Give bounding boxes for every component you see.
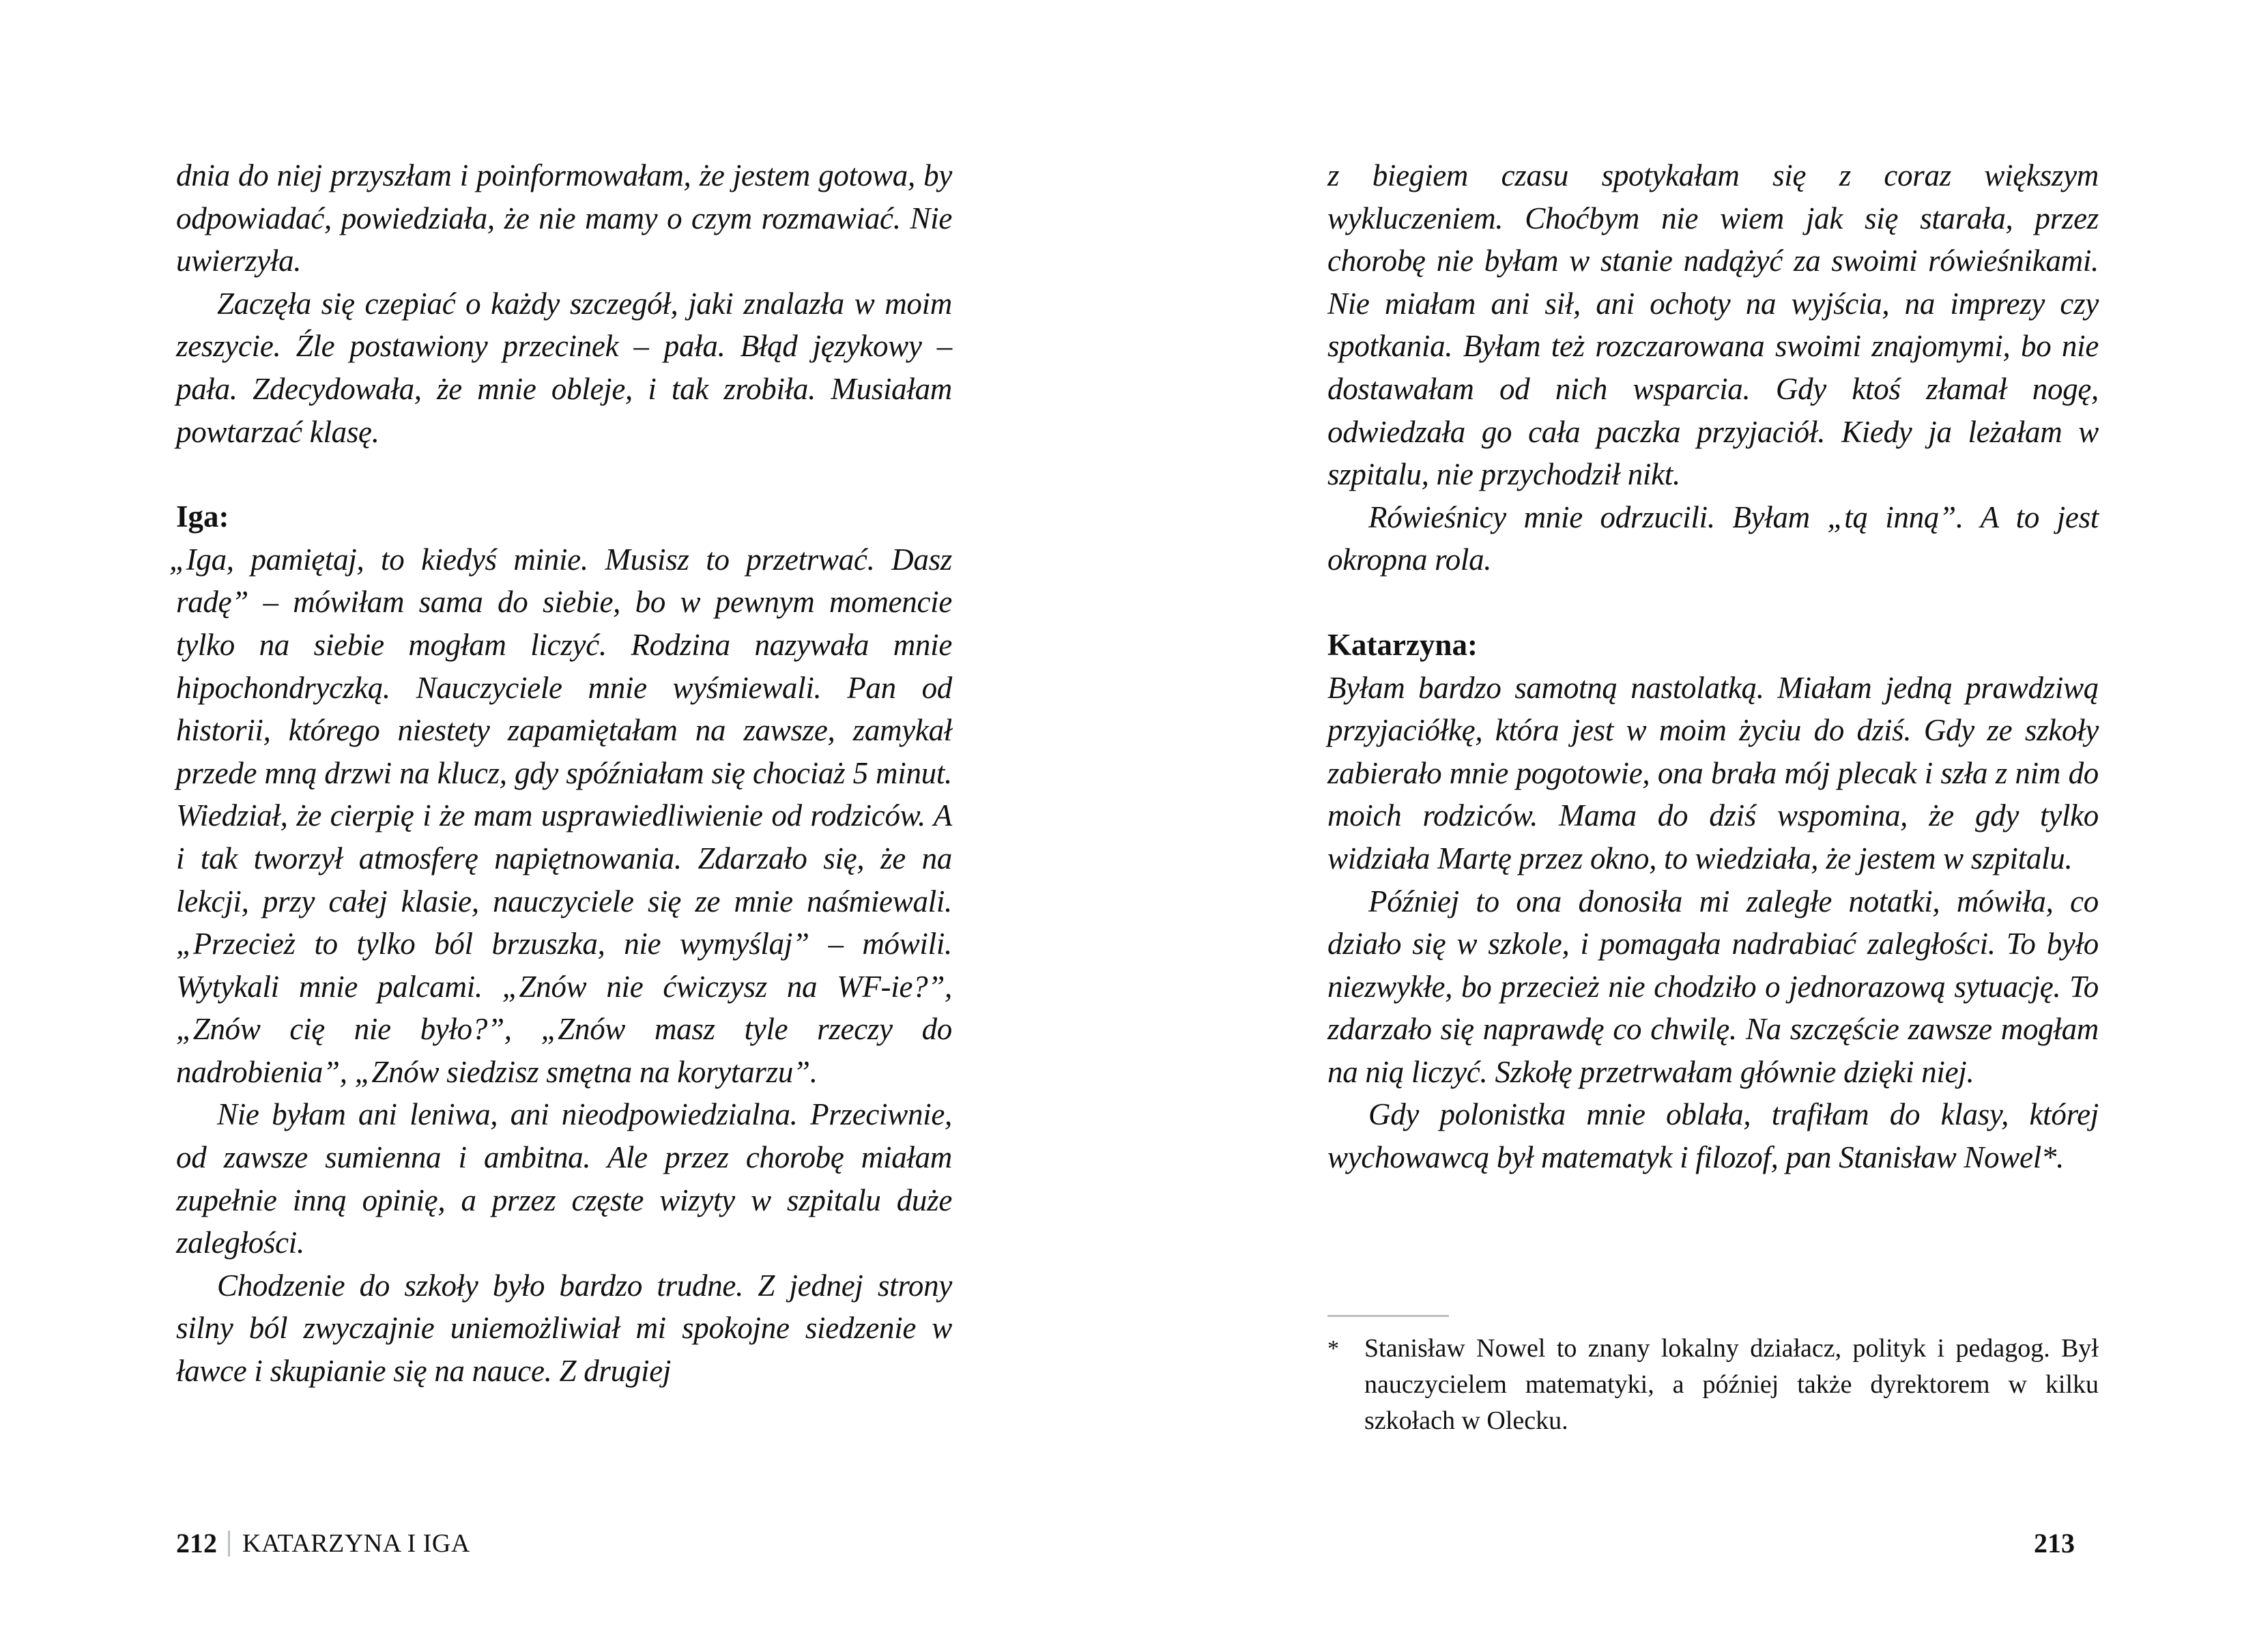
left-text-column: [169, 154, 952, 1393]
paragraph: Gdy polonistka mnie oblała, trafiłam do klasy, której wychowawcą był matematyk i filozof, pan Stanisław Nowel*.: [1327, 1097, 2099, 1175]
paragraph: Byłam bardzo samotną nastolatką. Miałam jedną prawdziwą przyjaciółkę, która jest w moim życiu do dziś. Gdy ze szkoły zabierało mnie pogotowie, ona brała mój plecak i szła z nim do moich rodziców. Mama do dziś wspomina, że gdy tylko widziała Martę przez okno, to wiedziała, że jestem w szpitalu.: [1327, 670, 2099, 875]
page-number-right: 213: [2034, 1528, 2075, 1559]
footnote: [1327, 1331, 2099, 1439]
page-number: 212: [176, 1528, 217, 1559]
speaker-heading-katarzyna: Katarzyna:: [1327, 627, 1478, 662]
footnote-rule: [1327, 1315, 1449, 1317]
left-page: [0, 0, 1128, 1652]
right-text-column: [1327, 154, 2099, 1179]
paragraph: Później to ona donosiła mi zaległe notatki, mówiła, co działo się w szkole, i pomagała nadrabiać zaległości. To było niezwykłe, bo przecież nie chodziło o jednorazową sytuację. To zdarzało się naprawdę co chwilę. Na szczęście zawsze mogłam na nią liczyć. Szkołę przetrwałam głównie dzięki niej.: [1327, 884, 2099, 1089]
paragraph: Chodzenie do szkoły było bardzo trudne. Z jednej strony silny ból zwyczajnie uniemożliwiał mi spokojne siedzenie w ławce i skupianie się na nauce. Z drugiej: [176, 1268, 952, 1389]
footnote-mark: *: [1327, 1336, 1339, 1361]
paragraph: Rówieśnicy mnie odrzucili. Byłam „tą inną”. A to jest okropna rola.: [1327, 499, 2099, 577]
footer-separator: [228, 1531, 230, 1556]
paragraph: Nie byłam ani leniwa, ani nieodpowiedzialna. Przeciwnie, od zawsze sumienna i ambitna. Ale przez chorobę miałam zupełnie inną opinię, a przez częste wizyty w szpitalu duże zaległości.: [176, 1097, 952, 1260]
speaker-heading-iga: Iga:: [176, 499, 229, 534]
paragraph: Zaczęła się czepiać o każdy szczegół, jaki znalazła w moim zeszycie. Źle postawiony przecinek – pała. Błąd językowy – pała. Zdecydowała, że mnie obleje, i tak zrobiła. Musiałam powtarzać klasę.: [176, 286, 952, 449]
paragraph: „Iga, pamiętaj, to kiedyś minie. Musisz to przetrwać. Dasz radę” – mówiłam sama do siebie, bo w pewnym momencie tylko na siebie mogłam liczyć. Rodzina nazywała mnie hipochondryczką. Nauczyciele mnie wyśmiewali. Pan od historii, którego niestety zapamiętałam na zawsze, zamykał przede mną drzwi na klucz, gdy spóźniałam się chociaż 5 minut. Wiedział, że cierpię i że mam usprawiedliwienie od rodziców. A i tak tworzył atmosferę napiętnowania. Zdarzało się, że na lekcji, przy całej klasie, nauczyciele się ze mnie naśmiewali. „Przecież to tylko ból brzuszka, nie wymyślaj” – mówili. Wytykali mnie palcami. „Znów nie ćwiczysz na WF-ie?”, „Znów cię nie było?”, „Znów masz tyle rzeczy do nadrobienia”, „Znów siedzisz smętna na korytarzu”.: [169, 542, 952, 1089]
running-footer-left: [176, 1527, 470, 1559]
paragraph: dnia do niej przyszłam i poinformowałam, że jestem gotowa, by odpowiadać, powiedziała, że nie mamy o czym rozmawiać. Nie uwierzyła.: [176, 158, 952, 278]
footnote-text: Stanisław Nowel to znany lokalny działacz, polityk i pedagog. Był nauczycielem matematyki, a później także dyrektorem w kilku szkołach w Olecku.: [1364, 1334, 2099, 1435]
paragraph: z biegiem czasu spotykałam się z coraz większym wykluczeniem. Choćbym nie wiem jak się starała, przez chorobę nie byłam w stanie nadążyć za swoimi rówieśnikami. Nie miałam ani sił, ani ochoty na wyjścia, na imprezy czy spotkania. Byłam też rozczarowana swoimi znajomymi, bo nie dostawałam od nich wsparcia. Gdy ktoś złamał nogę, odwiedzała go cała paczka przyjaciół. Kiedy ja leżałam w szpitalu, nie przychodził nikt.: [1327, 158, 2099, 492]
running-title: KATARZYNA I IGA: [242, 1528, 470, 1558]
